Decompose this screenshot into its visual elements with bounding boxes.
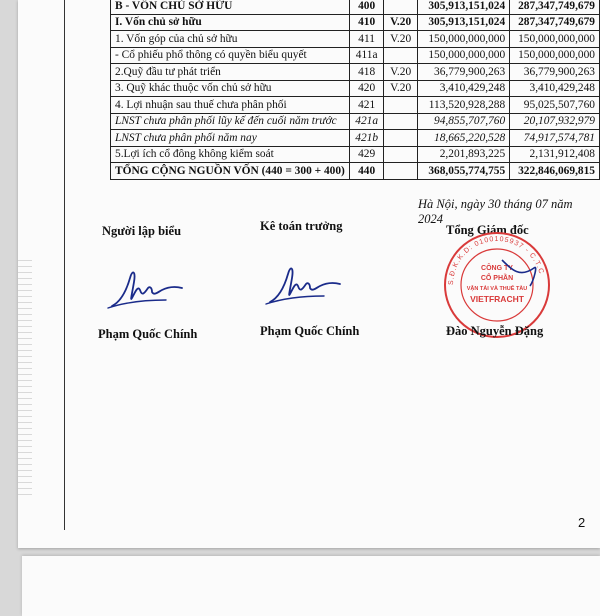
row-note [384, 97, 417, 114]
balance-sheet-table [110, 0, 600, 180]
row-value-current: 113,520,928,288 [417, 97, 509, 114]
row-value-prior: 150,000,000,000 [510, 31, 600, 48]
row-value-current: 368,055,774,755 [417, 163, 509, 180]
row-note [384, 130, 417, 147]
row-value-prior: 20,107,932,979 [510, 113, 600, 130]
binding-margin-marks [18, 260, 32, 500]
row-value-prior: 322,846,069,815 [510, 163, 600, 180]
row-note: V.20 [384, 14, 417, 31]
row-value-prior: 287,347,749,679 [510, 14, 600, 31]
row-name: I. Vốn chủ sở hữu [111, 14, 350, 31]
row-value-current: 94,855,707,760 [417, 113, 509, 130]
row-value-current: 150,000,000,000 [417, 31, 509, 48]
table-row [111, 146, 600, 163]
row-code: 418 [349, 64, 384, 81]
accountant-signature [264, 258, 344, 308]
document-page [18, 0, 600, 548]
page-number: 2 [578, 515, 586, 530]
row-code: 411a [349, 47, 384, 64]
row-name: 1. Vốn góp của chủ sở hữu [111, 31, 350, 48]
row-value-current: 305,913,151,024 [417, 14, 509, 31]
next-page-edge [22, 556, 600, 616]
row-value-prior: 2,131,912,408 [510, 146, 600, 163]
preparer-name: Phạm Quốc Chính [98, 327, 198, 341]
row-value-current: 150,000,000,000 [417, 47, 509, 64]
row-code: 421 [349, 97, 384, 114]
row-value-prior: 150,000,000,000 [510, 47, 600, 64]
table-row [111, 113, 600, 130]
row-value-prior: 74,917,574,781 [510, 130, 600, 147]
table-row [111, 97, 600, 114]
table-row [111, 130, 600, 147]
svg-text:CÔNG TY: CÔNG TY [481, 265, 513, 272]
table-row [111, 64, 600, 81]
row-note [384, 113, 417, 130]
row-name: 4. Lợi nhuận sau thuế chưa phân phối [111, 97, 350, 114]
row-value-prior: 36,779,900,263 [510, 64, 600, 81]
row-name: - Cổ phiếu phổ thông có quyền biểu quyết [111, 47, 350, 64]
row-note [384, 146, 417, 163]
row-code: 411 [349, 31, 384, 48]
row-value-prior: 287,347,749,679 [510, 0, 600, 14]
svg-text:VẬN TẢI VÀ THUÊ TÀU: VẬN TẢI VÀ THUÊ TÀU [466, 286, 528, 292]
row-note [384, 0, 417, 14]
row-note: V.20 [384, 80, 417, 97]
row-code: 420 [349, 80, 384, 97]
row-code: 421a [349, 113, 384, 130]
director-name: Đào Nguyễn Đặng [446, 324, 544, 338]
row-value-current: 36,779,900,263 [417, 64, 509, 81]
accountant-name: Phạm Quốc Chính [260, 324, 360, 338]
row-code: 429 [349, 146, 384, 163]
row-code: 410 [349, 14, 384, 31]
svg-text:CỔ PHẦN: CỔ PHẦN [480, 275, 514, 282]
svg-text:S.Đ.K.K.D: 0100105937 - C.T.C: S.Đ.K.K.D: 0100105937 - C.T.C [447, 235, 545, 286]
preparer-signature [106, 262, 186, 312]
row-value-current: 2,201,893,225 [417, 146, 509, 163]
svg-text:VIETFRACHT: VIETFRACHT [470, 294, 524, 304]
row-note: V.20 [384, 64, 417, 81]
row-name: LNST chưa phân phối lũy kế đến cuối năm trước [111, 113, 350, 130]
row-value-current: 18,665,220,528 [417, 130, 509, 147]
row-value-current: 305,913,151,024 [417, 0, 509, 14]
row-name: LNST chưa phân phối năm nay [111, 130, 350, 147]
row-name: B - VỐN CHỦ SỞ HỮU [111, 0, 350, 14]
row-note [384, 163, 417, 180]
row-name: 5.Lợi ích cổ đông không kiểm soát [111, 146, 350, 163]
row-note [384, 47, 417, 64]
row-value-prior: 95,025,507,760 [510, 97, 600, 114]
row-code: 400 [349, 0, 384, 14]
preparer-title: Người lập biểu [102, 224, 182, 238]
accountant-title: Kê toán trưởng [260, 219, 343, 233]
row-value-prior: 3,410,429,248 [510, 80, 600, 97]
row-name: 2.Quỹ đầu tư phát triển [111, 64, 350, 81]
row-note: V.20 [384, 31, 417, 48]
row-code: 421b [349, 130, 384, 147]
table-row [111, 14, 600, 31]
table-row [111, 31, 600, 48]
table-row [111, 0, 600, 14]
page-border-line [64, 0, 65, 530]
date-line: Hà Nội, ngày 30 tháng 07 năm 2024 [418, 197, 573, 226]
row-name: 3. Quỹ khác thuộc vốn chủ sở hữu [111, 80, 350, 97]
row-code: 440 [349, 163, 384, 180]
table-row [111, 80, 600, 97]
table-row [111, 163, 600, 180]
table-row [111, 47, 600, 64]
row-name: TỔNG CỘNG NGUỒN VỐN (440 = 300 + 400) [111, 163, 350, 180]
director-title: Tổng Giám đốc [446, 223, 529, 237]
row-value-current: 3,410,429,248 [417, 80, 509, 97]
